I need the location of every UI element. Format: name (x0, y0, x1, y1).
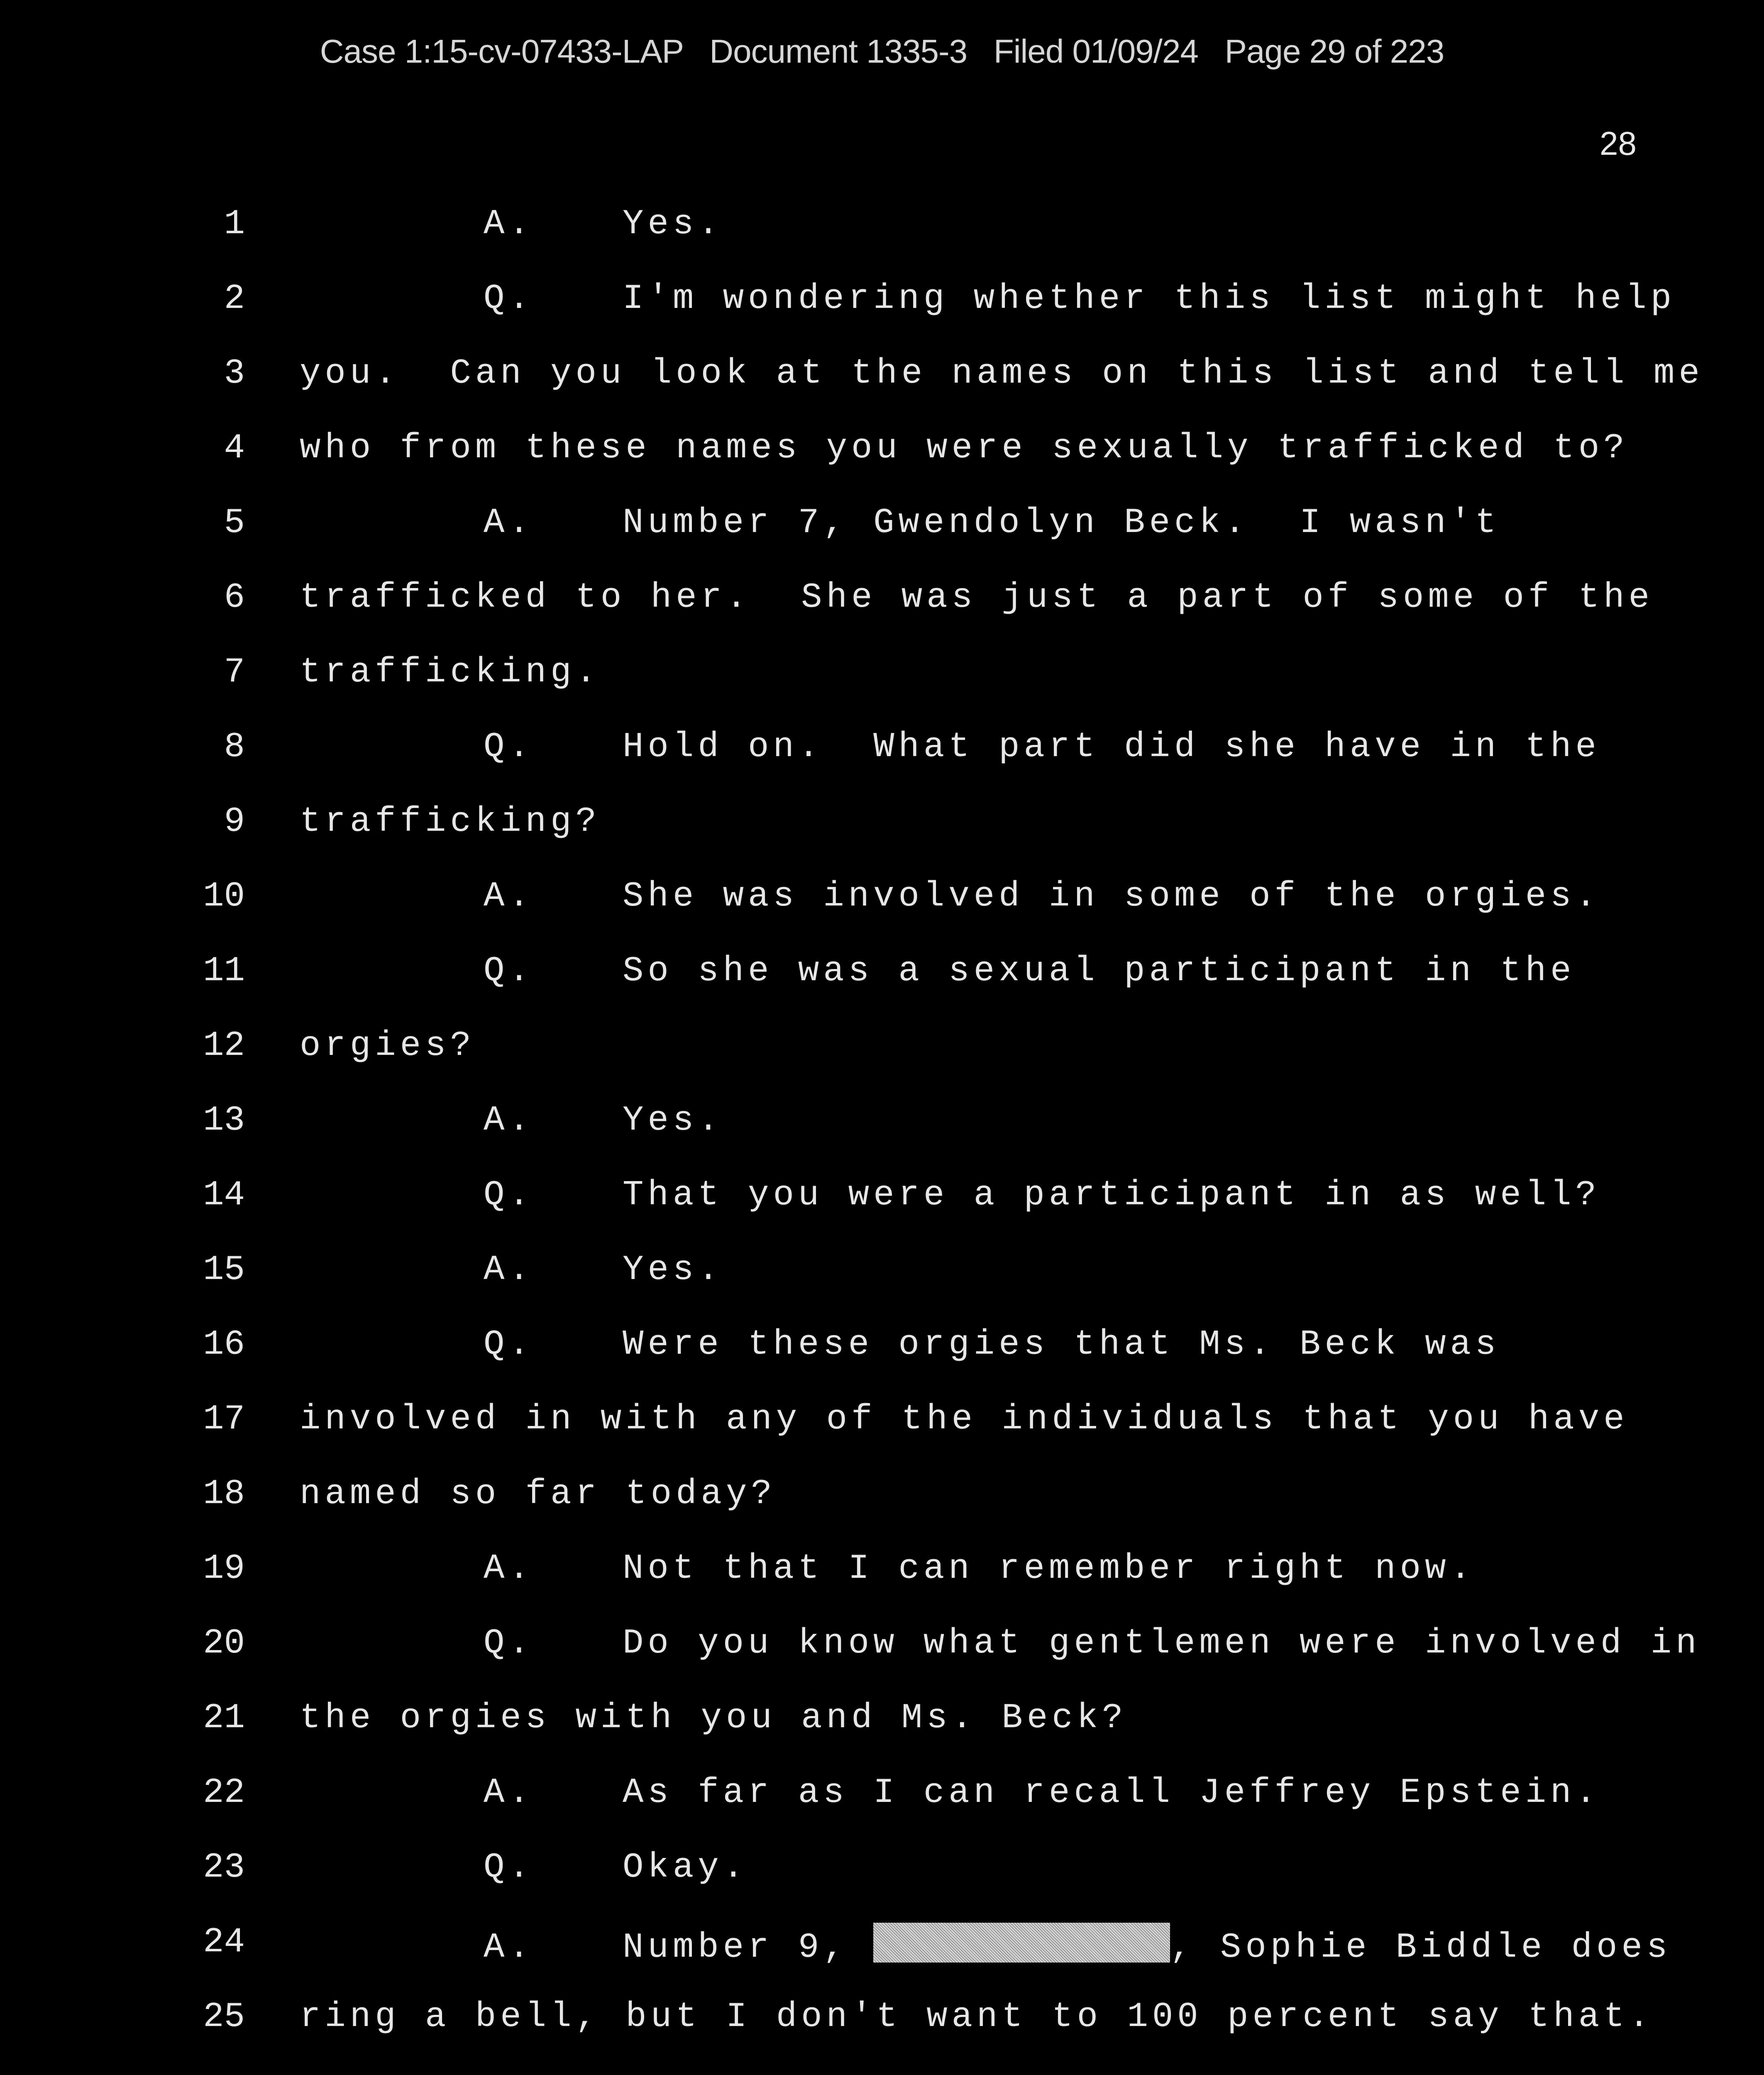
speaker-label: Q. (484, 952, 534, 991)
line-number: 18 (203, 1474, 245, 1514)
transcript-line (0, 1250, 1764, 1292)
transcript-line (0, 1474, 1764, 1516)
line-text: named so far today? (300, 1474, 776, 1514)
transcript-line (0, 279, 1764, 321)
transcript-line (0, 1773, 1764, 1815)
transcript-line (0, 1997, 1764, 2039)
line-text: Yes. (623, 1250, 723, 1290)
line-number: 3 (224, 354, 245, 393)
line-text: Yes. (623, 1101, 723, 1140)
transcript-line (0, 1400, 1764, 1441)
line-number: 13 (203, 1101, 245, 1140)
transcript-line (0, 503, 1764, 545)
transcript-line (0, 653, 1764, 694)
line-number: 17 (203, 1400, 245, 1439)
speaker-label: A. (484, 1250, 534, 1290)
line-text: Number 7, Gwendolyn Beck. I wasn't (623, 503, 1500, 543)
line-number: 22 (203, 1773, 245, 1813)
speaker-label: Q. (484, 1848, 534, 1887)
transcript-line (0, 1101, 1764, 1142)
line-text: Okay. (623, 1848, 748, 1887)
speaker-label: A. (484, 1549, 534, 1589)
transcript-line (0, 1325, 1764, 1367)
line-number: 21 (203, 1699, 245, 1738)
line-text: She was involved in some of the orgies. (623, 877, 1600, 916)
speaker-label: A. (484, 877, 534, 916)
transcript-line (0, 1848, 1764, 1889)
speaker-label: Q. (484, 1624, 534, 1663)
speaker-label: Q. (484, 279, 534, 319)
transcript-line (0, 205, 1764, 246)
transcript-line (0, 1624, 1764, 1665)
line-number: 2 (224, 279, 245, 319)
line-text: Were these orgies that Ms. Beck was (623, 1325, 1500, 1365)
transcript-line (0, 354, 1764, 395)
line-text: ring a bell, but I don't want to 100 percent say that. (300, 1997, 1654, 2037)
transcript-line (0, 727, 1764, 769)
speaker-label: A. (484, 503, 534, 543)
line-text: trafficked to her. She was just a part of some of the (300, 578, 1654, 618)
transcript-line (0, 578, 1764, 620)
line-number: 19 (203, 1549, 245, 1589)
line-text: orgies? (300, 1026, 475, 1066)
speaker-label: Q. (484, 1325, 534, 1365)
line-number: 14 (203, 1176, 245, 1215)
line-number: 24 (203, 1923, 245, 1962)
line-number: 6 (224, 578, 245, 618)
line-text: trafficking? (300, 802, 601, 842)
line-text: the orgies with you and Ms. Beck? (300, 1699, 1127, 1738)
line-text: That you were a participant in as well? (623, 1176, 1600, 1215)
speaker-label: A. (484, 1928, 534, 1968)
transcript-line (0, 802, 1764, 844)
line-number: 16 (203, 1325, 245, 1365)
line-text: So she was a sexual participant in the (623, 952, 1576, 991)
transcript-line (0, 1176, 1764, 1217)
speaker-label: Q. (484, 1176, 534, 1215)
transcript-line (0, 429, 1764, 470)
line-number: 7 (224, 653, 245, 692)
line-text: trafficking. (300, 653, 601, 692)
transcript-line (0, 1923, 1764, 1968)
speaker-label: A. (484, 1101, 534, 1140)
line-number: 20 (203, 1624, 245, 1663)
redaction-box (873, 1923, 1170, 1963)
line-number: 4 (224, 429, 245, 468)
case-header: Case 1:15-cv-07433-LAP Document 1335-3 Filed 01/09/24 Page 29 of 223 (320, 33, 1444, 70)
line-number: 5 (224, 503, 245, 543)
line-text: you. Can you look at the names on this list and tell me (300, 354, 1704, 393)
transcript-line (0, 877, 1764, 918)
speaker-label: A. (484, 1773, 534, 1813)
line-number: 15 (203, 1250, 245, 1290)
transcript-line (0, 1699, 1764, 1740)
line-text: Hold on. What part did she have in the (623, 727, 1600, 767)
speaker-label: Q. (484, 727, 534, 767)
line-text-after-redaction: , Sophie Biddle does (1170, 1928, 1672, 1968)
line-number: 10 (203, 877, 245, 916)
transcript-line (0, 952, 1764, 993)
line-number: 11 (203, 952, 245, 991)
transcript-line (0, 1026, 1764, 1068)
line-number: 8 (224, 727, 245, 767)
line-number: 25 (203, 1997, 245, 2037)
transcript-line (0, 1549, 1764, 1591)
line-number: 1 (224, 205, 245, 244)
line-number: 23 (203, 1848, 245, 1887)
page-number: 28 (1600, 125, 1637, 162)
line-text: Not that I can remember right now. (623, 1549, 1475, 1589)
line-text-before-redaction: Number 9, (623, 1928, 874, 1968)
line-text: involved in with any of the individuals that you have (300, 1400, 1629, 1439)
line-text: As far as I can recall Jeffrey Epstein. (623, 1773, 1600, 1813)
line-text: Do you know what gentlemen were involved in (623, 1624, 1701, 1663)
line-text: I'm wondering whether this list might help (623, 279, 1676, 319)
line-text: Yes. (623, 205, 723, 244)
speaker-label: A. (484, 205, 534, 244)
line-number: 9 (224, 802, 245, 842)
line-text: who from these names you were sexually trafficked to? (300, 429, 1629, 468)
line-number: 12 (203, 1026, 245, 1066)
